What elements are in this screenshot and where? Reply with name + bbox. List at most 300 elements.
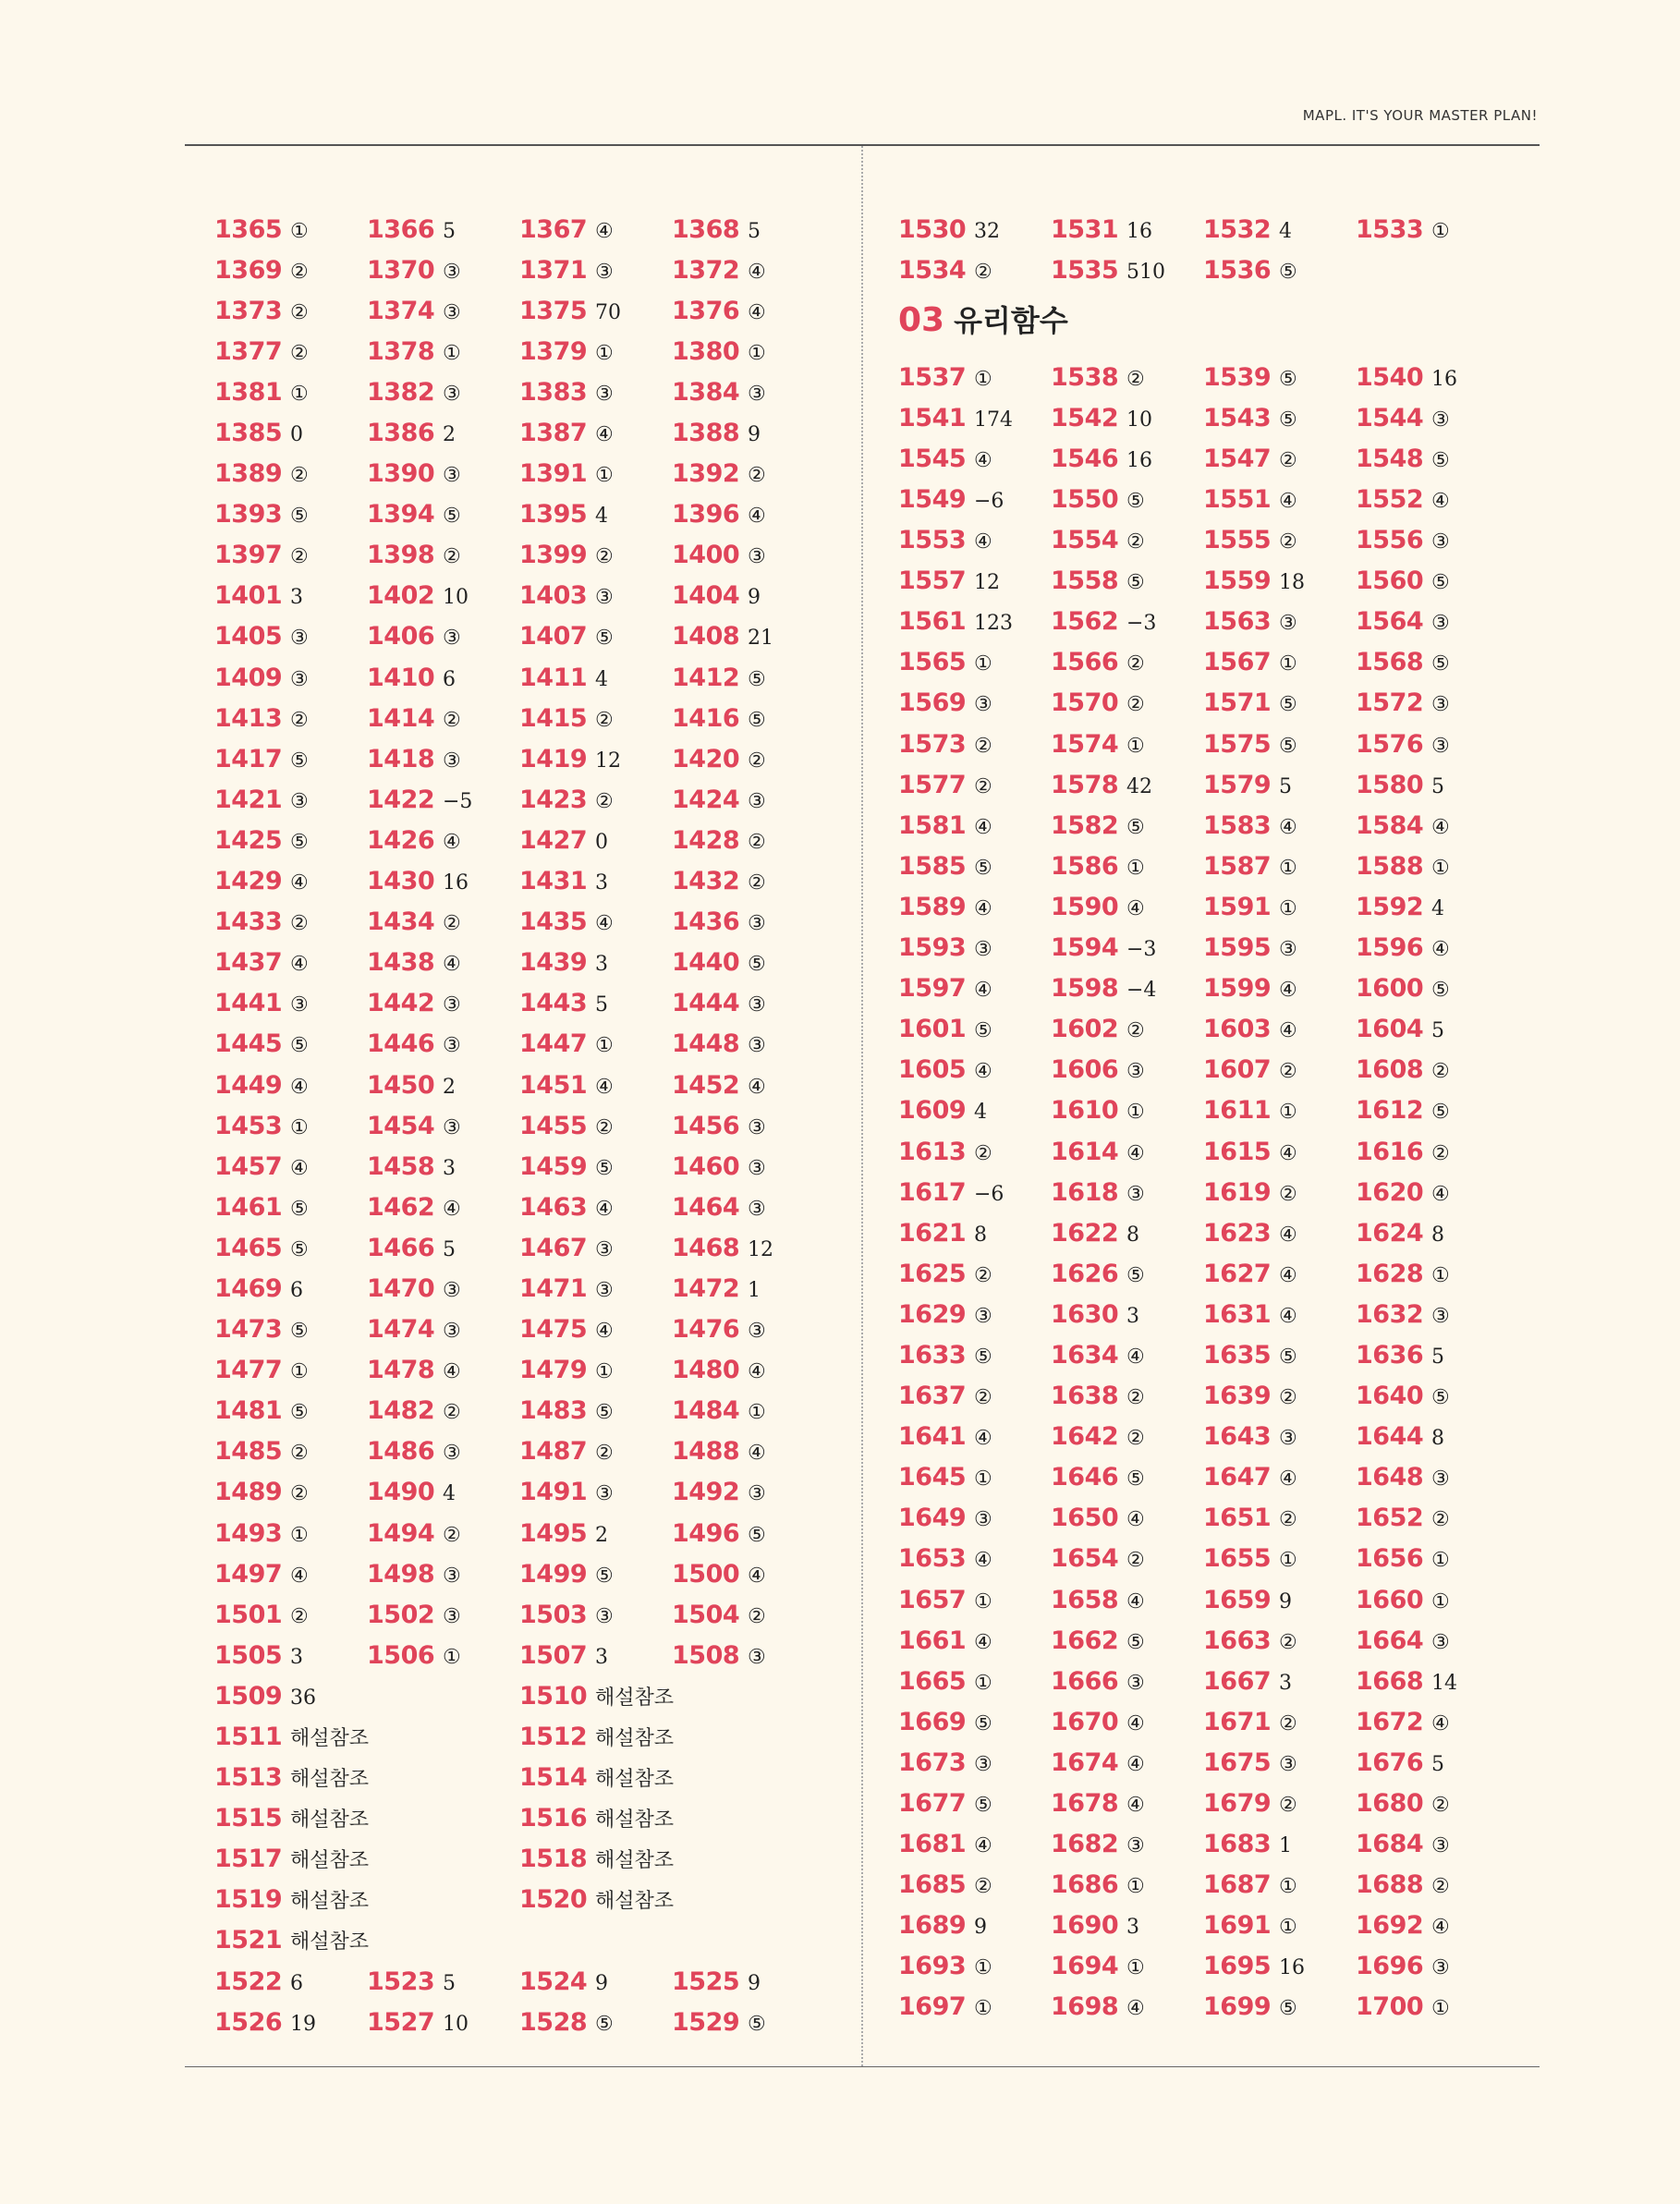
- answer-row: [214, 738, 843, 779]
- answer-item: [1203, 1870, 1356, 1899]
- problem-number: 1419: [519, 744, 588, 773]
- problem-number: 1477: [214, 1356, 283, 1385]
- answer-value: ③: [1431, 693, 1450, 717]
- answer-item: [1356, 485, 1508, 514]
- answer-item: [519, 1519, 672, 1548]
- answer-value: 해설참조: [290, 1727, 370, 1751]
- answer-value: ④: [595, 423, 614, 447]
- answer-item: [898, 1870, 1051, 1899]
- answer-value: ③: [443, 1278, 461, 1302]
- answer-item: [1356, 771, 1508, 799]
- answer-item: [1356, 1626, 1508, 1655]
- answer-item: [1203, 1055, 1356, 1084]
- answer-item: [1356, 893, 1508, 921]
- answer-item: [214, 256, 367, 285]
- problem-number: 1664: [1356, 1626, 1424, 1655]
- answer-item: [1203, 363, 1356, 392]
- answer-row: [898, 764, 1527, 805]
- problem-number: 1485: [214, 1437, 283, 1467]
- answer-row: [214, 1758, 843, 1798]
- answer-value: ⑤: [595, 1156, 614, 1180]
- problem-number: 1370: [367, 255, 435, 285]
- answer-item: [214, 1234, 367, 1262]
- answer-value: 해설참조: [290, 1930, 370, 1954]
- answer-item: [1203, 1748, 1356, 1777]
- answer-item: [1203, 215, 1356, 244]
- answer-row: [898, 438, 1527, 479]
- answer-item: [898, 1096, 1051, 1125]
- problem-number: 1493: [214, 1518, 283, 1548]
- answer-item: [672, 664, 824, 692]
- answer-item: [1051, 893, 1203, 921]
- answer-item: [898, 648, 1051, 676]
- answer-value: 8: [1431, 1427, 1444, 1451]
- problem-number: 1595: [1203, 933, 1272, 963]
- answer-value: 9: [974, 1916, 987, 1940]
- answer-row: [898, 1865, 1527, 1906]
- problem-number: 1503: [519, 1600, 588, 1629]
- answer-value: ③: [1431, 1956, 1450, 1980]
- answer-value: ②: [290, 1482, 309, 1506]
- answer-row: [214, 1472, 843, 1513]
- answer-item: [1051, 215, 1203, 244]
- answer-item: [214, 297, 367, 325]
- answer-item: [214, 1682, 519, 1711]
- problem-number: 1673: [898, 1747, 967, 1777]
- answer-item: [898, 1341, 1051, 1370]
- answer-value: ⑤: [748, 667, 766, 691]
- problem-number: 1412: [672, 663, 740, 692]
- problem-number: 1470: [367, 1273, 435, 1303]
- problem-number: 1590: [1051, 892, 1119, 921]
- answer-value: ③: [290, 789, 309, 813]
- answer-item: [519, 1560, 672, 1589]
- answer-item: [1203, 648, 1356, 676]
- answer-value: ③: [443, 627, 461, 651]
- answer-value: 4: [1279, 219, 1292, 243]
- problem-number: 1654: [1051, 1544, 1119, 1574]
- answer-value: ⑤: [974, 1019, 992, 1043]
- answer-value: ②: [1431, 1508, 1450, 1532]
- answer-item: [1356, 444, 1508, 473]
- problem-number: 1389: [214, 459, 283, 489]
- answer-value: 1: [748, 1278, 761, 1302]
- problem-number: 1382: [367, 377, 435, 407]
- answer-item: [672, 541, 824, 569]
- problem-number: 1650: [1051, 1504, 1119, 1533]
- problem-number: 1688: [1356, 1870, 1424, 1900]
- answer-value: 해설참조: [595, 1686, 675, 1710]
- answer-item: [519, 256, 672, 285]
- answer-item: [214, 1804, 519, 1833]
- answer-value: ⑤: [1126, 1630, 1145, 1654]
- answer-item: [519, 1396, 672, 1425]
- problem-number: 1444: [672, 989, 740, 1018]
- answer-row: [898, 397, 1527, 438]
- answer-value: 6: [290, 1971, 303, 1995]
- answer-value: ④: [1126, 1589, 1145, 1613]
- problem-number: 1619: [1203, 1177, 1272, 1207]
- problem-number: 1501: [214, 1600, 283, 1629]
- answer-item: [367, 664, 519, 692]
- problem-number: 1617: [898, 1177, 967, 1207]
- answer-value: ③: [748, 1034, 766, 1058]
- answer-item: [672, 419, 824, 447]
- problem-number: 1540: [1356, 362, 1424, 392]
- answer-value: 9: [1279, 1589, 1292, 1613]
- answer-row: [214, 1961, 843, 2002]
- answer-item: [1203, 566, 1356, 595]
- answer-item: [1051, 933, 1203, 962]
- problem-number: 1387: [519, 419, 588, 448]
- answer-item: [214, 622, 367, 651]
- answer-item: [1051, 1586, 1203, 1614]
- answer-item: [1356, 1382, 1508, 1410]
- answer-item: [1203, 1300, 1356, 1329]
- problem-number: 1652: [1356, 1504, 1424, 1533]
- problem-number: 1585: [898, 851, 967, 881]
- answer-item: [519, 1356, 672, 1384]
- answer-value: ④: [443, 1197, 461, 1221]
- answer-value: 510: [1126, 260, 1165, 284]
- answer-value: 5: [1431, 774, 1444, 798]
- answer-item: [367, 948, 519, 977]
- answer-value: ①: [290, 219, 309, 243]
- answer-value: ③: [748, 1197, 766, 1221]
- answer-item: [214, 1763, 519, 1792]
- problem-number: 1651: [1203, 1504, 1272, 1533]
- answer-row: [898, 1172, 1527, 1212]
- problem-number: 1483: [519, 1396, 588, 1426]
- answer-row: [214, 1513, 843, 1553]
- problem-number: 1421: [214, 785, 283, 814]
- problem-number: 1434: [367, 907, 435, 937]
- answer-value: ①: [1126, 856, 1145, 880]
- answer-item: [1203, 1422, 1356, 1451]
- problem-number: 1397: [214, 541, 283, 570]
- answer-row: [898, 250, 1527, 290]
- answer-value: ③: [595, 260, 614, 284]
- problem-number: 1410: [367, 663, 435, 692]
- answer-item: [1051, 1708, 1203, 1736]
- answer-item: [367, 1560, 519, 1589]
- answer-item: [1051, 1138, 1203, 1166]
- answer-value: ④: [1279, 815, 1297, 839]
- answer-item: [1203, 1708, 1356, 1736]
- problem-number: 1435: [519, 907, 588, 937]
- answer-row: [898, 1090, 1527, 1131]
- answer-value: ⑤: [1126, 490, 1145, 514]
- problem-number: 1639: [1203, 1382, 1272, 1411]
- answer-item: [898, 607, 1051, 636]
- answer-value: 36: [290, 1686, 316, 1710]
- answer-item: [898, 1708, 1051, 1736]
- problem-number: 1645: [898, 1463, 967, 1492]
- problem-number: 1563: [1203, 607, 1272, 637]
- answer-value: ④: [443, 1360, 461, 1384]
- problem-number: 1589: [898, 892, 967, 921]
- problem-number: 1426: [367, 825, 435, 855]
- answer-item: [1356, 526, 1508, 554]
- answer-item: [672, 459, 824, 488]
- answer-item: [519, 419, 672, 447]
- answer-value: ①: [1431, 1997, 1450, 2021]
- answer-value: 18: [1279, 571, 1305, 595]
- answer-value: ①: [1279, 652, 1297, 676]
- problem-number: 1467: [519, 1233, 588, 1262]
- answer-item: [672, 1029, 824, 1058]
- problem-number: 1500: [672, 1559, 740, 1589]
- answer-row: [214, 1880, 843, 1920]
- answer-item: [1356, 974, 1508, 1003]
- problem-number: 1634: [1051, 1340, 1119, 1370]
- answer-value: 8: [1431, 1223, 1444, 1247]
- answer-item: [519, 664, 672, 692]
- problem-number: 1374: [367, 296, 435, 325]
- problem-number: 1411: [519, 663, 588, 692]
- section-title: 유리함수: [954, 303, 1068, 339]
- answer-item: [898, 1992, 1051, 2021]
- answer-row: [898, 928, 1527, 968]
- answer-item: [1203, 607, 1356, 636]
- answer-value: 4: [1431, 896, 1444, 920]
- answer-value: ①: [974, 1589, 992, 1613]
- answer-item: [214, 704, 367, 733]
- problem-number: 1523: [367, 1967, 435, 1996]
- problem-number: 1533: [1356, 214, 1424, 244]
- answer-value: ①: [974, 1997, 992, 2021]
- answer-value: ②: [1279, 1182, 1297, 1206]
- problem-number: 1659: [1203, 1585, 1272, 1614]
- answer-value: ①: [1279, 1875, 1297, 1899]
- answer-row: [898, 1212, 1527, 1253]
- answer-item: [214, 664, 367, 692]
- answer-item: [1356, 1096, 1508, 1125]
- answer-item: [672, 826, 824, 855]
- answer-value: ③: [1279, 938, 1297, 962]
- answer-value: ④: [290, 1564, 309, 1588]
- problem-number: 1365: [214, 214, 283, 244]
- problem-number: 1513: [214, 1763, 283, 1793]
- answer-value: ②: [1126, 652, 1145, 676]
- answer-value: ④: [974, 1834, 992, 1858]
- answer-value: ②: [1431, 1794, 1450, 1818]
- answer-item: [367, 1437, 519, 1466]
- answer-row: [214, 902, 843, 943]
- answer-item: [1051, 1300, 1203, 1329]
- answer-item: [1356, 1138, 1508, 1166]
- problem-number: 1571: [1203, 688, 1272, 718]
- answer-value: ④: [290, 1156, 309, 1180]
- answer-item: [1356, 363, 1508, 392]
- problem-number: 1445: [214, 1029, 283, 1059]
- answer-row: [214, 1431, 843, 1472]
- answer-value: ③: [1279, 1427, 1297, 1451]
- answer-item: [898, 1911, 1051, 1940]
- column-divider: [861, 146, 863, 2066]
- problem-number: 1687: [1203, 1870, 1272, 1900]
- problem-number: 1487: [519, 1437, 588, 1467]
- problem-number: 1618: [1051, 1177, 1119, 1207]
- answer-item: [1356, 730, 1508, 759]
- answer-item: [519, 1437, 672, 1466]
- answer-value: ⑤: [1431, 652, 1450, 676]
- answer-item: [1203, 1341, 1356, 1370]
- answer-item: [898, 1830, 1051, 1858]
- answer-value: ②: [290, 1604, 309, 1628]
- answer-row: [898, 1417, 1527, 1457]
- problem-number: 1416: [672, 703, 740, 733]
- answer-row: [898, 561, 1527, 602]
- answer-value: ③: [748, 1645, 766, 1669]
- answer-row: [898, 886, 1527, 927]
- answer-row: [214, 1798, 843, 1839]
- answer-item: [214, 337, 367, 366]
- problem-number: 1541: [898, 403, 967, 432]
- answer-row: [898, 805, 1527, 846]
- problem-number: 1685: [898, 1870, 967, 1900]
- answer-value: ③: [1431, 408, 1450, 432]
- answer-value: ②: [595, 545, 614, 569]
- answer-value: ⑤: [1431, 1386, 1450, 1410]
- answer-item: [367, 500, 519, 529]
- answer-value: ①: [1431, 219, 1450, 243]
- answer-item: [1356, 1870, 1508, 1899]
- problem-number: 1669: [898, 1707, 967, 1736]
- answer-value: ④: [1431, 1916, 1450, 1940]
- problem-number: 1406: [367, 622, 435, 651]
- answer-value: ②: [1126, 1427, 1145, 1451]
- problem-number: 1395: [519, 500, 588, 530]
- answer-item: [367, 1234, 519, 1262]
- problem-number: 1538: [1051, 362, 1119, 392]
- answer-item: [898, 1667, 1051, 1696]
- answer-value: 2: [443, 423, 456, 447]
- answer-item: [672, 337, 824, 366]
- problem-number: 1438: [367, 948, 435, 978]
- problem-number: 1486: [367, 1437, 435, 1467]
- answer-value: ⑤: [443, 505, 461, 529]
- answer-value: ③: [290, 667, 309, 691]
- answer-row: [898, 968, 1527, 1009]
- problem-number: 1608: [1356, 1055, 1424, 1085]
- answer-item: [214, 785, 367, 814]
- problem-number: 1604: [1356, 1015, 1424, 1044]
- answer-item: [1051, 607, 1203, 636]
- problem-number: 1422: [367, 785, 435, 814]
- answer-item: [672, 256, 824, 285]
- answer-item: [898, 1952, 1051, 1980]
- problem-number: 1393: [214, 500, 283, 530]
- answer-item: [367, 867, 519, 895]
- answer-item: [1203, 1463, 1356, 1492]
- answer-value: 14: [1431, 1671, 1457, 1695]
- answer-item: [672, 1478, 824, 1506]
- problem-number: 1689: [898, 1911, 967, 1941]
- answer-item: [1356, 1667, 1508, 1696]
- problem-number: 1680: [1356, 1789, 1424, 1819]
- problem-number: 1380: [672, 336, 740, 366]
- answer-value: ④: [1431, 815, 1450, 839]
- answer-value: 16: [1126, 448, 1152, 472]
- problem-number: 1427: [519, 825, 588, 855]
- problem-number: 1610: [1051, 1096, 1119, 1126]
- answer-value: ②: [1279, 448, 1297, 472]
- problem-number: 1368: [672, 214, 740, 244]
- answer-item: [367, 1641, 519, 1670]
- answer-item: [214, 378, 367, 407]
- answer-item: [1203, 404, 1356, 432]
- answer-row: [214, 454, 843, 494]
- problem-number: 1466: [367, 1233, 435, 1262]
- answer-value: ②: [1279, 1386, 1297, 1410]
- answer-item: [214, 1396, 367, 1425]
- answer-value: ⑤: [1279, 734, 1297, 758]
- answer-item: [214, 459, 367, 488]
- answer-value: ②: [1126, 1549, 1145, 1573]
- answer-item: [1203, 1667, 1356, 1696]
- bottom-rule: [185, 2066, 1540, 2067]
- answer-row: [214, 616, 843, 657]
- problem-number: 1560: [1356, 566, 1424, 596]
- section-number: 03: [898, 301, 945, 340]
- answer-item: [214, 1519, 367, 1548]
- answer-value: ①: [1279, 1101, 1297, 1125]
- answer-item: [519, 622, 672, 651]
- answer-item: [898, 485, 1051, 514]
- answer-value: 2: [595, 1523, 608, 1547]
- answer-row: [898, 357, 1527, 397]
- answer-row: [898, 1661, 1527, 1701]
- answer-value: 9: [748, 1971, 761, 1995]
- answer-item: [519, 867, 672, 895]
- left-answer-column: [214, 209, 843, 2042]
- problem-number: 1440: [672, 948, 740, 978]
- problem-number: 1459: [519, 1151, 588, 1181]
- answer-value: ④: [595, 1075, 614, 1099]
- answer-value: ④: [595, 912, 614, 936]
- answer-row: [898, 1579, 1527, 1620]
- answer-item: [367, 581, 519, 610]
- problem-number: 1437: [214, 948, 283, 978]
- answer-value: ②: [290, 464, 309, 488]
- answer-value: ④: [1126, 1508, 1145, 1532]
- answer-value: ③: [443, 1442, 461, 1466]
- answer-value: ④: [1279, 490, 1297, 514]
- problem-number: 1627: [1203, 1259, 1272, 1288]
- answer-row: [898, 683, 1527, 724]
- problem-number: 1629: [898, 1299, 967, 1329]
- answer-item: [1203, 1789, 1356, 1818]
- answer-item: [519, 1193, 672, 1222]
- answer-item: [519, 1967, 672, 1996]
- answer-item: [1051, 1178, 1203, 1207]
- problem-number: 1391: [519, 459, 588, 489]
- answer-item: [367, 1356, 519, 1384]
- answer-item: [898, 404, 1051, 432]
- answer-row: [898, 479, 1527, 519]
- problem-number: 1455: [519, 1111, 588, 1140]
- answer-value: ④: [595, 1320, 614, 1344]
- problem-number: 1450: [367, 1070, 435, 1100]
- answer-item: [672, 215, 824, 244]
- answer-item: [898, 1178, 1051, 1207]
- answer-item: [1356, 852, 1508, 881]
- answer-item: [1203, 1830, 1356, 1858]
- answer-value: ⑤: [290, 1401, 309, 1425]
- problem-number: 1509: [214, 1681, 283, 1711]
- answer-item: [214, 1112, 367, 1140]
